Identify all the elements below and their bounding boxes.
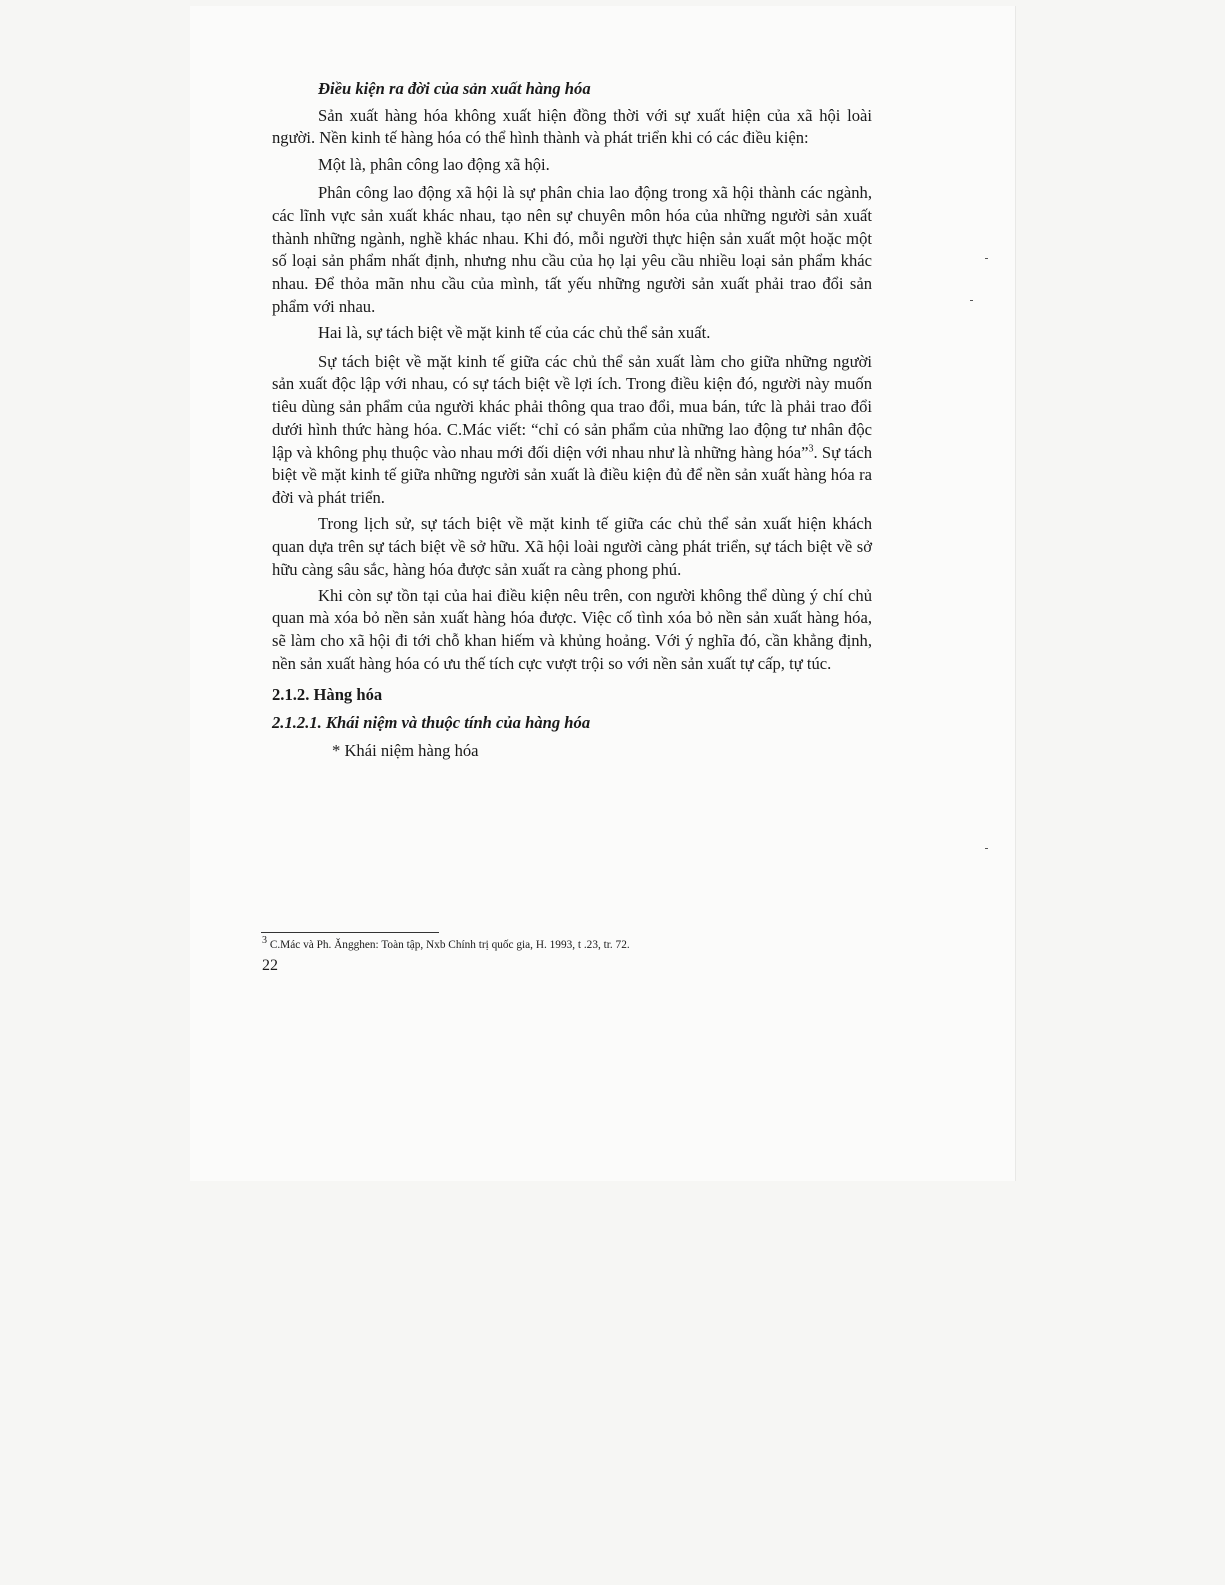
page-body xyxy=(272,78,872,763)
footnote-divider xyxy=(261,932,439,933)
scan-mark xyxy=(985,848,988,849)
quote-continuation: . Sự tách biệt về mặt kinh tế giữa những người sản xuất là điều kiện đủ để nền sản xuất hàng hóa ra đời và phát triển. xyxy=(272,442,872,507)
scan-mark xyxy=(970,300,973,301)
section-heading: Điều kiện ra đời của sản xuất hàng hóa xyxy=(318,79,591,98)
condition-two: Hai là, sự tách biệt về mặt kinh tế của các chủ thể sản xuất. xyxy=(318,323,711,343)
paragraph-history: Trong lịch sử, sự tách biệt về mặt kinh tế giữa các chủ thể sản xuất hiện khách quan dựa trên sự tách biệt về sở hữu. Xã hội loài người càng phát triển, sự tách biệt về sở hữu càng sâu sắc, hàng hóa được sản xuất ra càng phong phú. xyxy=(272,514,872,579)
paragraph-economic-separation xyxy=(272,351,872,510)
paragraph-conclusion: Khi còn sự tồn tại của hai điều kiện nêu trên, con người không thể dùng ý chí chủ quan mà xóa bỏ nền sản xuất hàng hóa được. Việc cố tình xóa bỏ nền sản xuất hàng hóa, sẽ làm cho xã hội đi tới chỗ khan hiếm và khủng hoảng. Với ý nghĩa đó, cần khẳng định, nền sản xuất hàng hóa có ưu thế tích cực vượt trội so với nền sản xuất tự cấp, tự túc. xyxy=(272,585,872,673)
condition-one: Một là, phân công lao động xã hội. xyxy=(318,154,550,174)
page-number: 22 xyxy=(262,957,278,974)
bullet-item: * Khái niệm hàng hóa xyxy=(332,740,479,760)
footnote-text: C.Mác và Ph. Ăngghen: Toàn tập, Nxb Chính trị quốc gia, H. 1993, t .23, tr. 72. xyxy=(267,939,630,951)
footnote-marker: 3 xyxy=(262,935,267,947)
footnote xyxy=(262,935,630,952)
subsubsection-heading: 2.1.2.1. Khái niệm và thuộc tính của hàng hóa xyxy=(272,713,591,733)
paragraph-intro: Sản xuất hàng hóa không xuất hiện đồng thời với sự xuất hiện của xã hội loài người. Nền kinh tế hàng hóa có thể hình thành và phát triển khi có các điều kiện: xyxy=(272,105,872,148)
quote-text: Sự tách biệt về mặt kinh tế giữa các chủ thể sản xuất làm cho giữa những người sản xuất độc lập với nhau, có sự tách biệt về lợi ích. Trong điều kiện đó, người này muốn tiêu dùng sản phẩm của người khác phải thông qua trao đổi, mua bán, tức là phải trao đổi dưới hình thức hàng hóa. C.Mác viết: “chỉ có sản phẩm của những lao động tư nhân độc lập và không phụ thuộc vào nhau mới đối diện với nhau như là những hàng hóa” xyxy=(272,351,872,462)
paragraph-division-of-labor: Phân công lao động xã hội là sự phân chia lao động trong xã hội thành các ngành, các lĩnh vực sản xuất khác nhau, tạo nên sự chuyên môn hóa của những người sản xuất thành những ngành, nghề khác nhau. Khi đó, mỗi người thực hiện sản xuất một hoặc một số loại sản phẩm nhất định, nhưng nhu cầu của họ lại yêu cầu nhiều loại sản phẩm khác nhau. Để thỏa mãn nhu cầu của mình, tất yếu những người sản xuất phải trao đổi sản phẩm với nhau. xyxy=(272,183,872,316)
footnote-ref: 3 xyxy=(808,443,814,455)
scan-mark xyxy=(985,258,988,259)
subsection-heading: 2.1.2. Hàng hóa xyxy=(272,684,383,704)
